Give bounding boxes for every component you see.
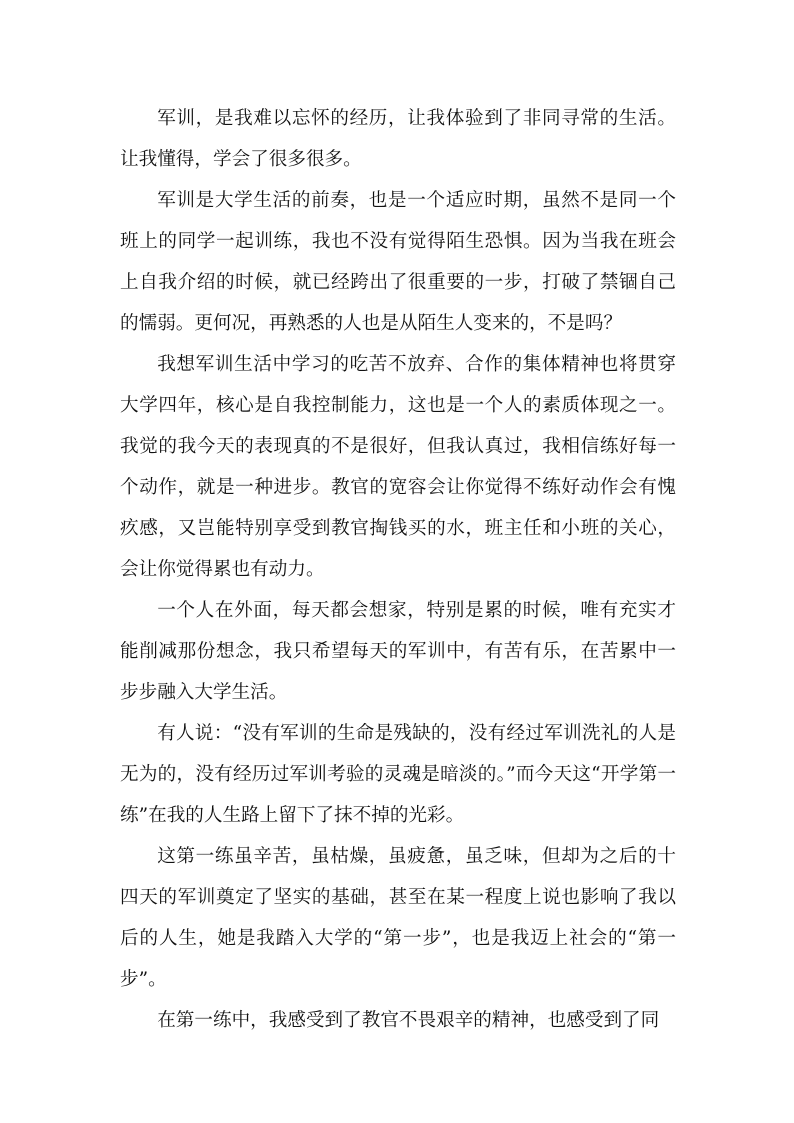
paragraph-2: 军训是大学生活的前奏，也是一个适应时期，虽然不是同一个班上的同学一起训练，我也不没有觉得陌生恐惧。因为当我在班会上自我介绍的时候，就已经跨出了很重要的一步，打破了禁锢自己的懦弱。更何况，再熟悉的人也是从陌生人变来的，不是吗？	[120, 190, 676, 334]
paragraph-5: 有人说：“没有军训的生命是残缺的，没有经过军训洗礼的人是无为的，没有经历过军训考验的灵魂是暗淡的。”而今天这“开学第一练”在我的人生路上留下了抹不掉的光彩。	[120, 723, 676, 826]
document-body	[120, 98, 676, 1041]
paragraph-3: 我想军训生活中学习的吃苦不放弃、合作的集体精神也将贯穿大学四年，核心是自我控制能力，这也是一个人的素质体现之一。我觉的我今天的表现真的不是很好，但我认真过，我相信练好每一个动作，就是一种进步。教官的宽容会让你觉得不练好动作会有愧疚感，又岂能特别享受到教官掏钱买的水，班主任和小班的关心，会让你觉得累也有动力。	[120, 354, 676, 580]
paragraph-7: 在第一练中，我感受到了教官不畏艰辛的精神，也感受到了同	[157, 1010, 660, 1031]
paragraph-1: 军训，是我难以忘怀的经历，让我体验到了非同寻常的生活。让我懂得，学会了很多很多。	[120, 108, 676, 170]
paragraph-6: 这第一练虽辛苦，虽枯燥，虽疲惫，虽乏味，但却为之后的十四天的军训奠定了坚实的基础，甚至在某一程度上说也影响了我以后的人生，她是我踏入大学的“第一步”，也是我迈上社会的“第一步”。	[120, 846, 676, 990]
paragraph-4: 一个人在外面，每天都会想家，特别是累的时候，唯有充实才能削减那份想念，我只希望每天的军训中，有苦有乐，在苦累中一步步融入大学生活。	[120, 600, 676, 703]
